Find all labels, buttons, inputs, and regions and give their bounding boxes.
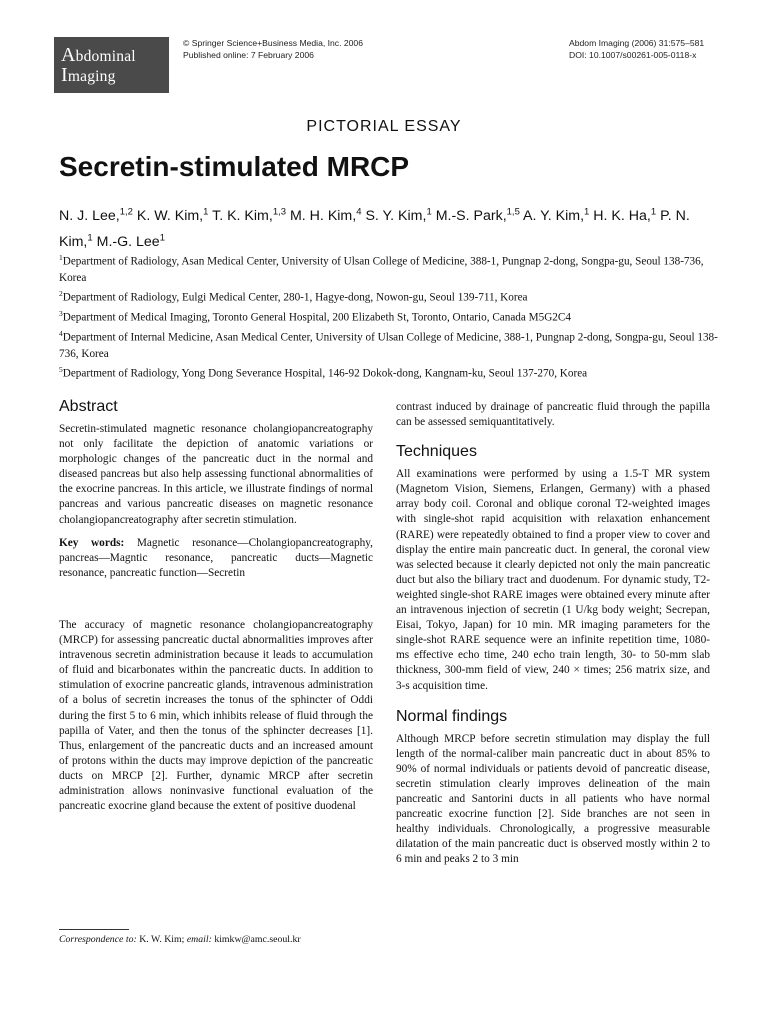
footnote-rule (59, 929, 129, 930)
abstract-heading: Abstract (59, 398, 118, 415)
author (137, 208, 209, 224)
affiliation-list (59, 250, 719, 382)
author (97, 234, 165, 250)
logo-word: maging (67, 68, 116, 85)
affiliation-number: 4 (59, 329, 63, 339)
published-date: Published online: 7 February 2006 (183, 49, 314, 60)
author-affiliation-ref: 1 (203, 206, 209, 217)
affiliation-text: Department of Radiology, Yong Dong Severance Hospital, 146-92 Dokok-dong, Kangnam-ku, Seoul 137-270, Korea (62, 367, 588, 380)
correspondence-label: Correspondence to: (59, 934, 137, 945)
left-column (59, 397, 373, 814)
author-affiliation-ref: 1,2 (119, 206, 133, 217)
author-name: S. Y. Kim, (365, 207, 427, 224)
right-column (396, 400, 710, 867)
affiliation-text: Department of Internal Medicine, Asan Medical Center, University of Ulsan College of Medicine, 388-1, Pungnap 2-dong, Songpa-gu, Seoul 138-736, Korea (59, 331, 718, 360)
journal-logo (54, 37, 169, 93)
keywords-label: Key words: (59, 536, 125, 549)
author-affiliation-ref: 4 (356, 206, 362, 217)
journal-citation: Abdom Imaging (2006) 31:575–581 (569, 38, 705, 48)
affiliation (59, 362, 719, 382)
author-name: P. N. Kim, (59, 207, 690, 250)
author-name: M. H. Kim, (289, 207, 357, 224)
abstract-text: Secretin-stimulated magnetic resonance cholangiopancreatography not only facilitate the depiction of anatomic variations or morphologic changes of the pancreatic duct in the normal and diseased pancreas but also help assessing functional abnormalities of the exocrine pancreas. In this article, we illustrate findings of normal pancreas and various pancreatic diseases on magnetic resonance cholangiopancreatography after secretin stimulation. (59, 423, 373, 526)
logo-word: bdominal (75, 48, 136, 65)
logo-initial: I (61, 64, 68, 86)
affiliation (59, 250, 719, 286)
continuation-text: contrast induced by drainage of pancreatic fluid through the papilla can be assessed semiquantitatively. (396, 401, 710, 429)
publisher-info (183, 38, 363, 61)
normal-findings-heading: Normal findings (396, 707, 508, 725)
affiliation-number: 3 (59, 309, 63, 319)
author-affiliation-ref: 1 (426, 206, 432, 217)
author-affiliation-ref: 1 (159, 232, 165, 244)
author (212, 208, 286, 224)
keywords-text: Magnetic resonance—Cholangiopancreatography, pancreas—Magntic resonance, pancreatic ducts—Magnetic resonance, pancreatic function—Secretin (59, 536, 373, 579)
author (593, 208, 656, 224)
author-list (59, 201, 719, 253)
affiliation-text: Department of Medical Imaging, Toronto General Hospital, 200 Elizabeth St, Toronto, Ontario, Canada M5G2C4 (62, 311, 571, 324)
intro-paragraph: The accuracy of magnetic resonance cholangiopancreatography (MRCP) for assessing pancreatic ductal abnormalities improves after intravenous secretin administration because it leads to accumulation of fluid and bicarbonates within the pancreatic ducts. In addition to stimulation of exocrine pancreatic glands, intravenous administration of a bolus of secretin increases the tonus of the sphincter of Oddi during the first 5 to 6 min, which inhibits release of fluid through the papilla of Vater, and then the tonus of the sphincter decreases [1]. Thus, enlargement of the pancreatic ducts and an increased amount of protons within the ducts may improve depiction of the pancreatic ducts on MRCP [2]. Further, dynamic MRCP after secretin administration allows noninvasive functional evaluation of the pancreatic exocrine gland because the extent of positive duodenal (59, 618, 373, 813)
affiliation (59, 286, 719, 306)
correspondence-footnote (59, 934, 301, 945)
author (290, 208, 362, 224)
affiliation-number: 5 (59, 365, 63, 375)
author-affiliation-ref: 1 (87, 232, 93, 244)
affiliation (59, 306, 719, 326)
article-type: PICTORIAL ESSAY (306, 118, 462, 135)
author-affiliation-ref: 1 (650, 206, 657, 217)
author-name: A. Y. Kim, (523, 207, 585, 224)
author (365, 208, 431, 224)
author-affiliation-ref: 1 (584, 206, 590, 217)
doi: DOI: 10.1007/s00261-005-0118-x (569, 49, 697, 60)
author (523, 208, 589, 224)
author-name: N. J. Lee, (59, 207, 120, 224)
techniques-text: All examinations were performed by using a 1.5-T MR system (Magnetom Vision, Siemens, Erlangen, Germany) with a phased array body coil. Coronal and oblique coronal T2-weighted images with single-shot rapid acquisition with relaxation enhancement (RARE) were repeatedly obtained to find a proper view to cover and display the entire main pancreatic duct. In general, the coronal view was selected because it clearly depicted not only the main pancreatic duct but also the biliary tract and duodenum. For dynamic study, T2-weighted single-shot RARE images were obtained every minute after an intravenous injection of secretin (1 U/kg body weight; Secrepan, Eisai, Tokyo, Japan) for 10 min. MR imaging parameters for the single-shot RARE sequence were an infinite repetition time, 1080-ms effective echo time, 240 echo train length, 30- to 50-mm slab thickness, 300-mm field of view, 240 × times; 256 matrix size, and 3-s acquisition time. (396, 468, 710, 692)
techniques-heading: Techniques (396, 443, 477, 461)
author-name: H. K. Ha, (593, 207, 651, 224)
author-name: K. W. Kim, (136, 207, 204, 224)
author-name: M.-S. Park, (435, 207, 507, 224)
author-name: T. K. Kim, (212, 207, 273, 224)
copyright-line: © Springer Science+Business Media, Inc. 2006 (183, 38, 363, 48)
affiliation-number: 2 (59, 289, 63, 299)
author-affiliation-ref: 1,5 (506, 206, 520, 217)
author (436, 208, 520, 224)
author (59, 208, 133, 224)
author-affiliation-ref: 1,3 (272, 206, 287, 217)
author-name: M.-G. Lee (96, 233, 160, 250)
normal-findings-text: Although MRCP before secretin stimulation may display the full length of the normal-caliber main pancreatic duct in about 85% to 90% of normal individuals or patients devoid of pancreatic disease, secretin stimulation clearly improves delineation of the main pancreatic and Santorini ducts in all patients who have normal pancreatic exocrine function [2]. Side branches are not seen in healthy individuals. Chronologically, a progressive measurable dilatation of the main pancreatic duct is observed mostly within 2 to 6 min and peaks 2 to 3 min (396, 732, 710, 866)
email-label: email: (186, 934, 212, 945)
affiliation-number: 1 (59, 253, 63, 262)
correspondence-email[interactable]: kimkw@amc.seoul.kr (214, 934, 301, 945)
citation-info (569, 38, 704, 61)
affiliation (59, 326, 719, 362)
logo-initial: A (61, 44, 76, 66)
correspondence-name: K. W. Kim; (139, 934, 185, 945)
affiliation-text: Department of Radiology, Eulgi Medical Center, 280-1, Hagye-dong, Nowon-gu, Seoul 139-711, Korea (62, 291, 528, 304)
article-title: Secretin-stimulated MRCP (59, 151, 410, 182)
affiliation-text: Department of Radiology, Asan Medical Center, University of Ulsan College of Medicine, 388-1, Pungnap 2-dong, Songpa-gu, Seoul 138-736, Korea (59, 255, 704, 284)
keywords (59, 536, 373, 581)
